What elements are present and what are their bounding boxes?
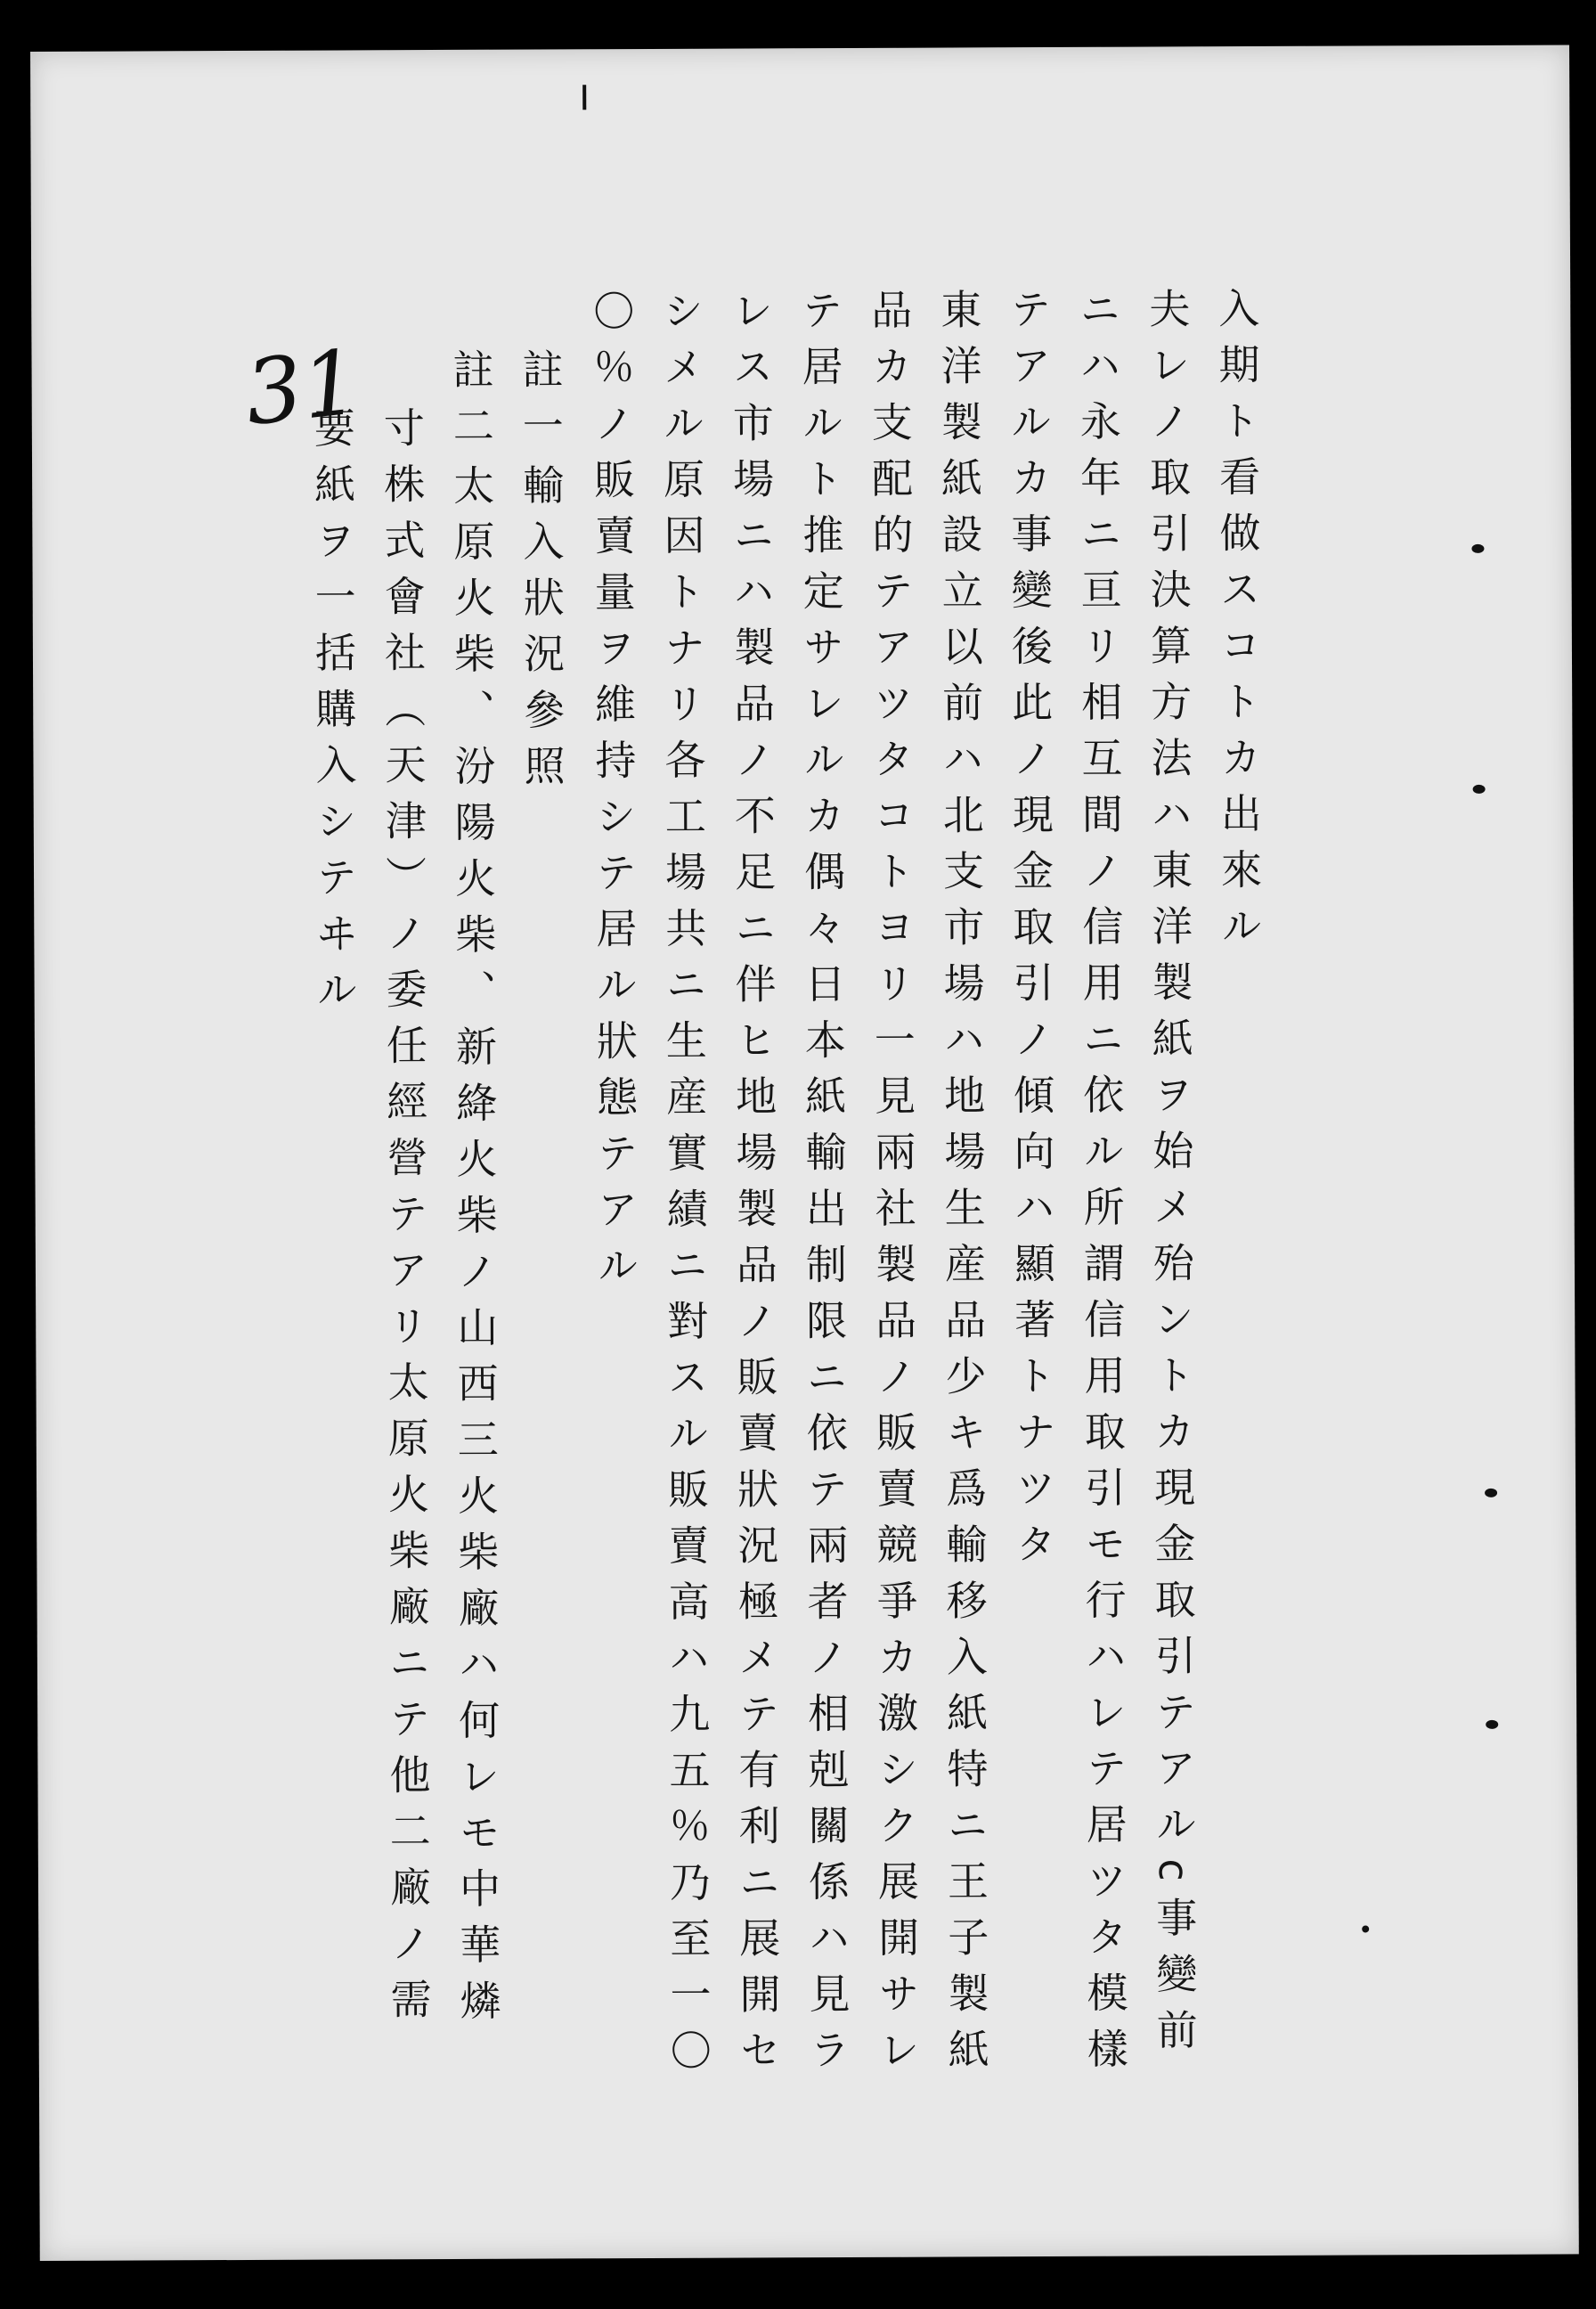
scan-speck	[1485, 1489, 1497, 1497]
document-page	[30, 45, 1579, 2261]
note-2-line-3: 要紙ヲ一括購入シテヰル	[307, 406, 359, 1024]
note-1-label: 註一	[516, 347, 566, 461]
note-1-text: 輸入狀況參照	[517, 463, 566, 801]
scan-speck	[1471, 544, 1484, 553]
body-line-4: テアルカ事變後此ノ現金取引ノ傾向ハ顯著トナツタ	[1004, 287, 1058, 1579]
note-2-line-1: 太原火柴、汾陽火柴、新絳火柴ノ山西三火柴廠ハ何レモ中華燐	[447, 463, 502, 2036]
body-line-5: 東洋製紙設立以前ハ北支市場ハ地場生産品少キ爲輸移入紙特ニ王子製紙	[934, 288, 990, 2085]
note-2-line-2: 寸株式會社（天津）ノ委任經營テアリ太原火柴廠ニテ他二廠ノ需	[377, 406, 433, 2035]
body-line-1: 入期ト看做スコトカ出來ル	[1212, 286, 1264, 961]
margin-tick-mark	[582, 85, 586, 110]
note-2-label: 註二	[446, 347, 496, 461]
body-line-10: 〇％ノ販賣量ヲ維持シテ居ル狀態テアル	[587, 290, 640, 1301]
scan-speck	[1362, 1925, 1369, 1932]
page-number: 31	[240, 330, 364, 446]
body-line-8: レス市場ニハ製品ノ不足ニ伴ヒ地場製品ノ販賣狀況極メテ有利ニ展開セ	[726, 289, 782, 2085]
body-line-9: シメル原因トナリ各工場共ニ生産實績ニ對スル販賣高ハ九五％乃至一〇	[656, 289, 712, 2085]
body-line-3: ニハ永年ニ亘リ相互間ノ信用ニ依ル所謂信用取引モ行ハレテ居ツタ模樣	[1073, 287, 1129, 2084]
body-line-2: 夫レノ取引決算方法ハ東洋製紙ヲ始メ殆ントカ現金取引テアルc事變前	[1143, 287, 1199, 2065]
scan-speck	[1473, 785, 1486, 794]
scan-speck	[1486, 1720, 1498, 1729]
body-line-7: テ居ルト推定サレルカ偶々日本紙輸出制限ニ依テ兩者ノ相剋關係ハ見ラ	[795, 289, 851, 2085]
body-line-6: 品カ支配的テアツタコトヨリ一見兩社製品ノ販賣競爭カ激シク展開サレ	[865, 288, 921, 2085]
